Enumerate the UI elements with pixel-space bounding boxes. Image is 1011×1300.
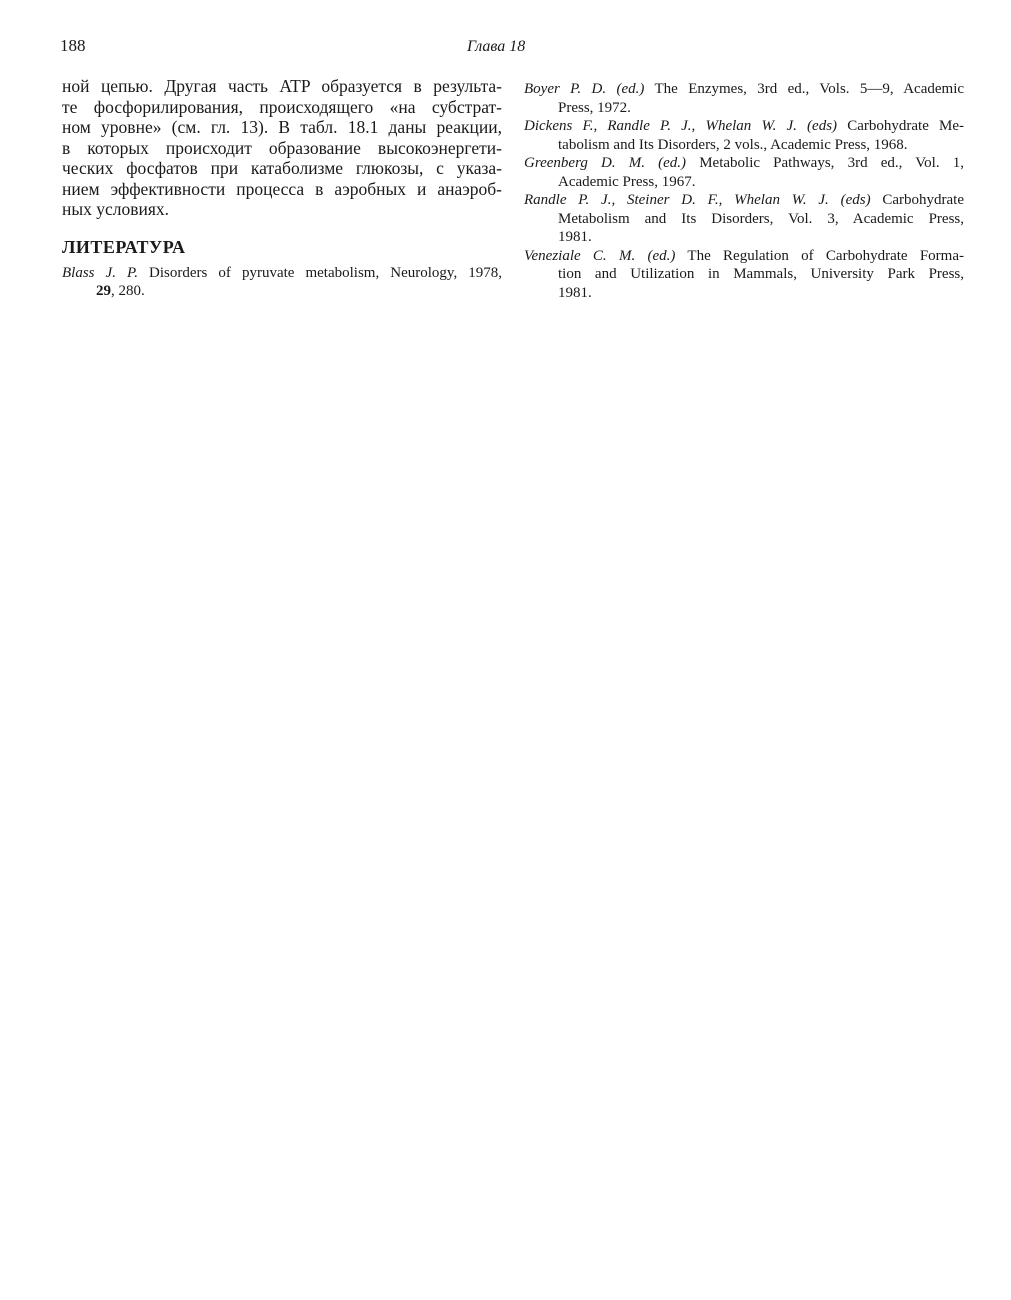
- reference-entry: [524, 80, 964, 117]
- reference-author: Greenberg D. M. (ed.): [524, 155, 687, 171]
- reference-line: Metabolism and Its Disorders, Vol. 3, Academic Press,: [558, 210, 964, 227]
- page-number: 188: [60, 36, 86, 55]
- reference-author: Blass J. P.: [62, 264, 138, 281]
- body-line: нием эффективности процесса в аэробных и анаэроб-: [62, 178, 502, 199]
- reference-line: [524, 117, 964, 136]
- reference-line: tion and Utilization in Mammals, University Park Press,: [558, 266, 964, 282]
- reference-line: 1981.: [558, 284, 592, 301]
- body-line: ческих фосфатов при катаболизме глюкозы, с указа-: [62, 158, 502, 178]
- reference-text: Metabolic Pathways, 3rd ed., Vol. 1,: [699, 155, 964, 171]
- running-head: Глава 18: [467, 38, 526, 55]
- reference-volume: 29: [96, 283, 111, 299]
- reference-text: The Enzymes, 3rd ed., Vols. 5—9, Academic: [654, 81, 965, 97]
- reference-line: [524, 191, 964, 210]
- reference-line: [524, 247, 964, 266]
- reference-author: Dickens F., Randle P. J., Whelan W. J. (eds): [524, 118, 838, 134]
- reference-line: Press, 1972.: [558, 99, 631, 116]
- reference-entry: [62, 264, 502, 301]
- body-paragraph: [62, 76, 502, 220]
- reference-line: [524, 80, 964, 99]
- body-line: в которых происходит образование высокоэнергети-: [62, 137, 502, 158]
- reference-line: [524, 154, 964, 173]
- reference-text: The Regulation of Carbohydrate Forma-: [687, 247, 964, 264]
- reference-line: [62, 264, 502, 283]
- body-line: ном уровне» (см. гл. 13). В табл. 18.1 даны реакции,: [62, 117, 502, 137]
- section-heading: ЛИТЕРАТУРА: [62, 236, 186, 257]
- body-line: ной цепью. Другая часть ATP образуется в результа-: [62, 76, 502, 96]
- left-column: [62, 76, 502, 301]
- reference-entry: [524, 154, 964, 191]
- reference-author: Veneziale C. M. (ed.): [524, 247, 676, 264]
- reference-entry: [524, 191, 964, 247]
- reference-line: 1981.: [558, 229, 592, 245]
- reference-line: Academic Press, 1967.: [558, 173, 696, 190]
- reference-line: tabolism and Its Disorders, 2 vols., Academic Press, 1968.: [558, 136, 908, 153]
- reference-line: [62, 282, 502, 301]
- body-line: ных условиях.: [62, 199, 170, 219]
- reference-author: Boyer P. D. (ed.): [524, 81, 645, 97]
- right-column: [524, 80, 964, 302]
- reference-text: Carbohydrate: [882, 192, 965, 208]
- reference-author: Randle P. J., Steiner D. F., Whelan W. J. (eds): [524, 192, 871, 208]
- reference-text: Disorders of pyruvate metabolism, Neurology, 1978,: [149, 264, 502, 281]
- reference-entry: [524, 247, 964, 303]
- body-line: те фосфорилирования, происходящего «на субстрат-: [62, 96, 502, 117]
- reference-entry: [524, 117, 964, 154]
- reference-text: , 280.: [111, 283, 145, 299]
- reference-text: Carbohydrate Me-: [847, 118, 965, 134]
